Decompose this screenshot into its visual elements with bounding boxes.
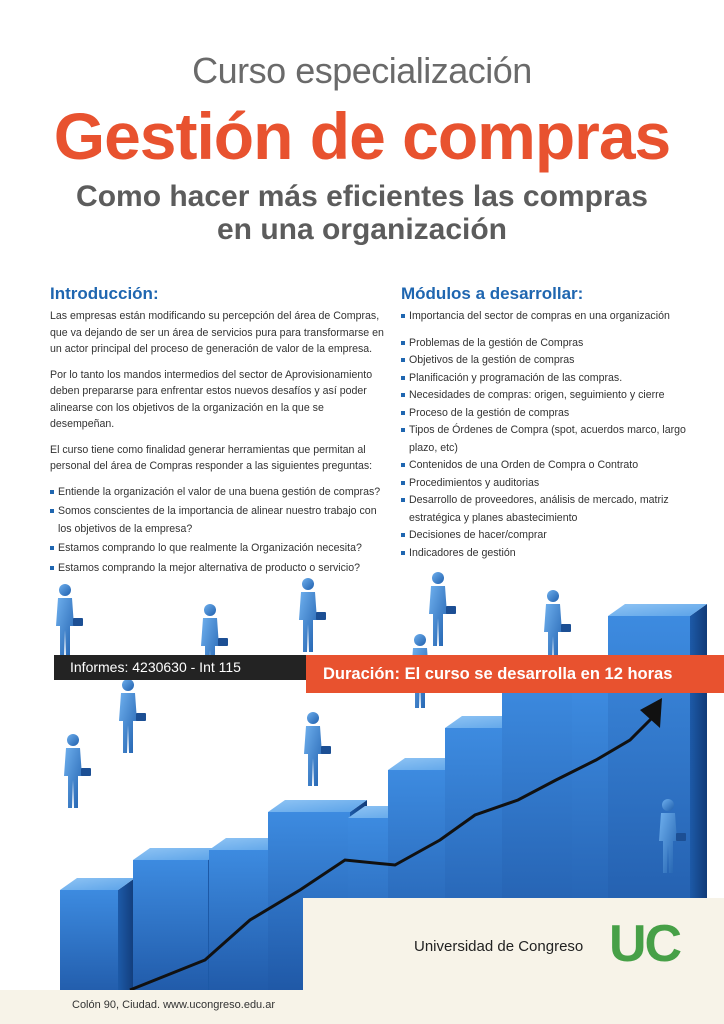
intro-heading: Introducción:: [50, 284, 159, 303]
question-item: Estamos comprando lo que realmente la Organización necesita?: [50, 540, 386, 558]
intro-paragraph: Las empresas están modificando su percepción del área de Compras, que va dejando de ser un área de servicios pura para transformarse en un actor principal del proceso de generación de valor de la empresa.: [50, 310, 384, 355]
address-text: Colón 90, Ciudad. www.ucongreso.edu.ar: [72, 999, 276, 1011]
module-item: Objetivos de la gestión de compras: [401, 352, 691, 370]
course-subtitle: [0, 180, 724, 246]
modules-list: [401, 308, 691, 562]
course-kicker: Curso especialización: [192, 50, 532, 91]
course-title: Gestión de compras: [53, 99, 671, 173]
intro-paragraph: El curso tiene como finalidad generar herramientas que permitan al personal del área de Compras responder a las siguientes preguntas:: [50, 443, 373, 472]
contact-bar: Informes: 4230630 - Int 115: [54, 655, 306, 680]
subtitle-line-1: Como hacer más eficientes las compras: [76, 180, 648, 213]
module-item: Procedimientos y auditorias: [401, 475, 691, 493]
module-item: Indicadores de gestión: [401, 545, 691, 563]
module-item: Proceso de la gestión de compras: [401, 405, 691, 423]
intro-column: [50, 284, 386, 579]
duration-bar: Duración: El curso se desarrolla en 12 horas: [306, 655, 724, 693]
module-item: Problemas de la gestión de Compras: [401, 335, 691, 353]
module-item: Decisiones de hacer/comprar: [401, 527, 691, 545]
modules-heading: Módulos a desarrollar:: [401, 284, 584, 303]
module-item: Tipos de Órdenes de Compra (spot, acuerdos marco, largo plazo, etc): [401, 422, 691, 457]
module-item: Necesidades de compras: origen, seguimiento y cierre: [401, 387, 691, 405]
question-item: Somos conscientes de la importancia de alinear nuestro trabajo con los objetivos de la empresa?: [50, 503, 386, 538]
module-item: Importancia del sector de compras en una organización: [401, 308, 691, 326]
university-logo-box: [303, 898, 724, 990]
modules-column: [401, 284, 691, 562]
module-item: Contenidos de una Orden de Compra o Contrato: [401, 457, 691, 475]
subtitle-line-2: en una organización: [216, 213, 508, 246]
uc-logo: UC: [609, 915, 681, 973]
footer: [0, 990, 724, 1024]
intro-paragraph: Por lo tanto los mandos intermedios del sector de Aprovisionamiento deben prepararse para enfrentar estos nuevos desafíos y así poder alinearse con los objetivos de la organización en la que se desempeñan.: [50, 368, 373, 430]
module-item: Planificación y programación de las compras.: [401, 370, 691, 388]
university-name: Universidad de Congreso: [414, 938, 584, 955]
question-item: Estamos comprando la mejor alternativa de producto o servicio?: [50, 560, 386, 578]
module-item: Desarrollo de proveedores, análisis de mercado, matriz estratégica y planes abastecimiento: [401, 492, 691, 527]
question-item: Entiende la organización el valor de una buena gestión de compras?: [50, 484, 386, 502]
